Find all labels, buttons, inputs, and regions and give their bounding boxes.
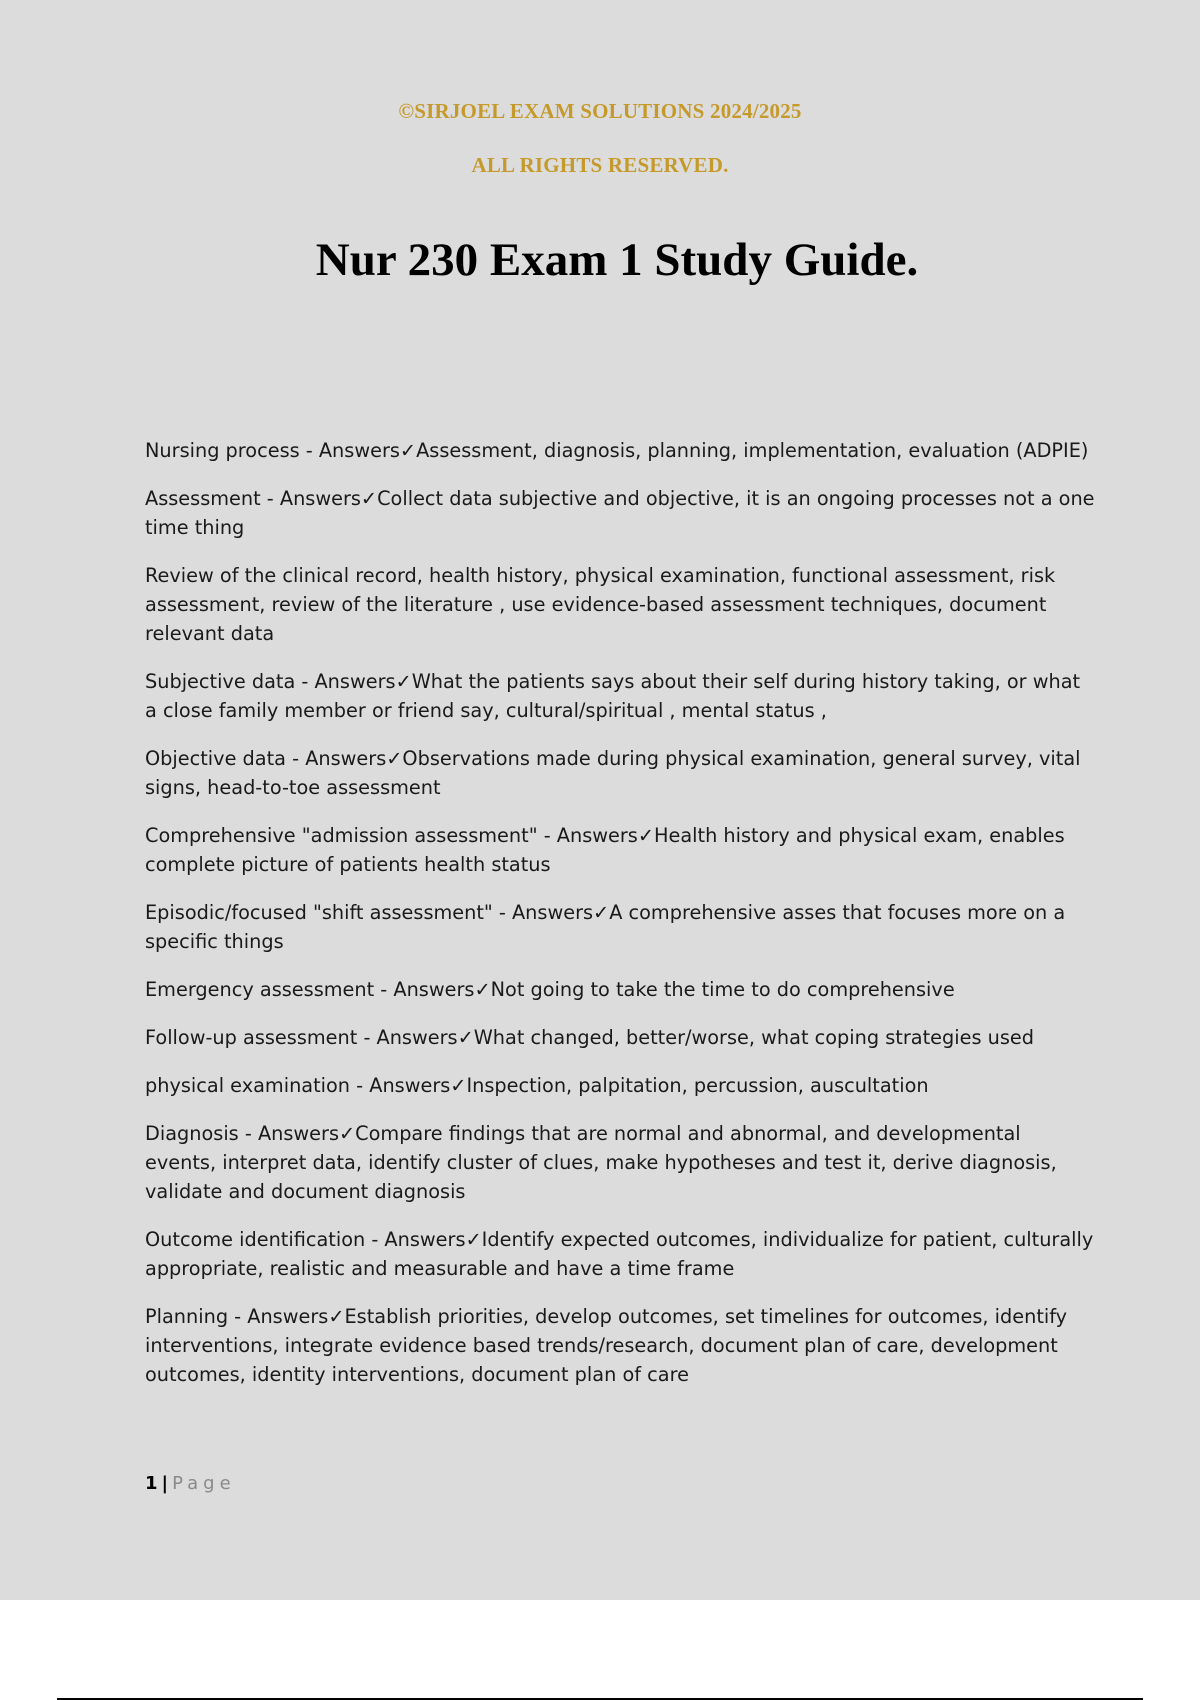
entry-nursing-process: Nursing process - Answers✓Assessment, diagnosis, planning, implementation, evaluation (ADPIE) [145,439,1089,462]
study-guide-entries [145,436,1095,1408]
entry-diagnosis: Diagnosis - Answers✓Compare findings that are normal and abnormal, and developmental events, interpret data, identify cluster of clues, make hypotheses and test it, derive diagnosis, validate and document diagnosis [145,1122,1057,1203]
entry-subjective-data: Subjective data - Answers✓What the patients says about their self during history taking, or what a close family member or friend say, cultural/spiritual , mental status , [145,670,1081,722]
entry-follow-up-assessment: Follow-up assessment - Answers✓What changed, better/worse, what coping strategies used [145,1026,1034,1049]
entry-outcome-identification: Outcome identification - Answers✓Identify expected outcomes, individualize for patient, culturally appropriate, realistic and measurable and have a time frame [145,1228,1094,1280]
copyright-notice: ©SIRJOEL EXAM SOLUTIONS 2024/2025 [398,99,802,123]
entry-assessment: Assessment - Answers✓Collect data subjective and objective, it is an ongoing processes not a one time thing [145,487,1095,539]
page-label: Page [172,1473,236,1494]
page-number: 1 [145,1473,158,1494]
document-title: Nur 230 Exam 1 Study Guide. [315,234,919,286]
page-separator: | [161,1473,169,1494]
entry-physical-examination: physical examination - Answers✓Inspection, palpitation, percussion, auscultation [145,1074,929,1097]
entry-planning: Planning - Answers✓Establish priorities, develop outcomes, set timelines for outcomes, identify interventions, integrate evidence based trends/research, document plan of care, development outcomes, identity interventions, document plan of care [145,1305,1068,1386]
entry-assessment-details: Review of the clinical record, health history, physical examination, functional assessment, risk assessment, review of the literature , use evidence-based assessment techniques, document relevant data [145,564,1056,645]
entry-comprehensive-assessment: Comprehensive "admission assessment" - Answers✓Health history and physical exam, enables complete picture of patients health status [145,824,1065,876]
entry-objective-data: Objective data - Answers✓Observations made during physical examination, general survey, vital signs, head-to-toe assessment [145,747,1081,799]
entry-emergency-assessment: Emergency assessment - Answers✓Not going to take the time to do comprehensive [145,978,955,1001]
entry-focused-assessment: Episodic/focused "shift assessment" - Answers✓A comprehensive asses that focuses more on a specific things [145,901,1066,953]
page-footer [145,1473,236,1494]
rights-reserved-notice: ALL RIGHTS RESERVED. [471,153,729,177]
